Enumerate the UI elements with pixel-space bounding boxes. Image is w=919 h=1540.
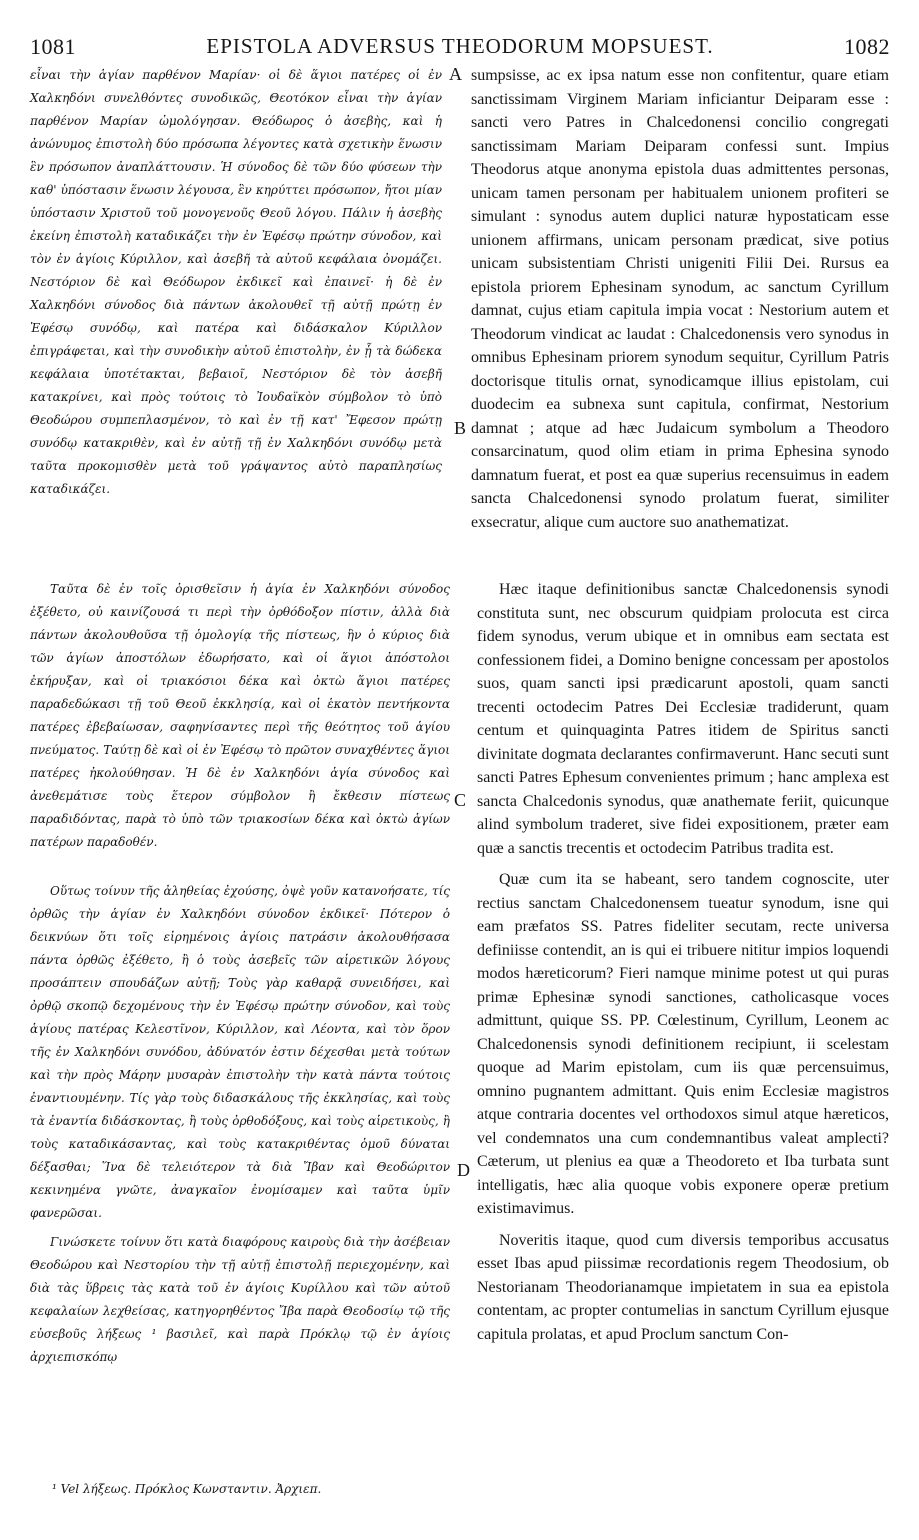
greek-column-block-1 <box>30 64 442 501</box>
margin-marker-b: B <box>454 418 467 438</box>
page-header <box>30 34 890 64</box>
margin-marker-c: C <box>454 790 467 810</box>
greek-column-block-2 <box>30 578 450 854</box>
footnote <box>52 1482 472 1496</box>
page-number-right: 1082 <box>844 34 890 59</box>
latin-paragraph: Noveritis itaque, quod cum diversis temporibus accusatus esset Ibas apud piissimæ recordationis regem Theodosium, ob Nestorianam Theodorianamque impietatem in sua ea epistola contentam, ac propter contumelias in sanctum Cyrillum ejusque capitula prolatas, et apud Proclum sanctum Con- <box>477 1231 889 1343</box>
running-title: EPISTOLA ADVERSUS THEODORUM MOPSUEST. <box>206 34 714 58</box>
greek-paragraph: Γινώσκετε τοίνυν ὅτι κατὰ διαφόρους καιροὺς διὰ τὴν ἀσέβειαν Θεοδώρου καὶ Νεστορίου τὴν τῇ αὐτῇ ἐπιστολῇ περιεχομένην, καὶ διὰ τὰς ὕβρεις τὰς κατὰ τοῦ ἐν ἁγίοις Κυρίλλου καὶ τῶν αὐτοῦ κεφαλαίων λεχθείσας, κατηγορηθέντος Ἴβα παρὰ Θεοδοσίῳ τῷ τῆς εὐσεβοῦς λήξεως ¹ βασιλεῖ, καὶ παρὰ Πρόκλῳ τῷ ἐν ἁγίοις ἀρχιεπισκόπῳ <box>30 1235 450 1364</box>
latin-paragraph: Quæ cum ita se habeant, sero tandem cognoscite, uter rectius sanctam Chalcedonensem tueatur synodum, isne qui eam præfatos SS. Patres fideliter secutam, recte universa definiisse contendit, an is qui ei tribuere nititur impios loquendi modos hæreticorum? Fieri namque minime potest ut qui puras primæ Ephesinæ synodi sanctiones, catholicasque voces admittunt, quique SS. PP. Cœlestinum, Cyrillum, Leonem ac Chalcedonensis synodi definitionem recipiunt, ii scelestam quoque ad Marim epistolam, cum iis quæ percensuimus, omnino pugnantem admittant. Quis enim Ecclesiæ magistros atque contraria docentes vel orthodoxos simul atque hæreticos, vel condemnatos una cum condemnantibus valeat amplecti? Cæterum, ut plenius ea quæ a Theodoreto et Iba turbata sunt intelligatis, hæc alia quoque vobis exponere operæ pretium existimavimus. <box>477 871 889 1217</box>
latin-paragraph: Hæc itaque definitionibus sanctæ Chalcedonensis synodi constituta sunt, nec obscurum quidpiam prolocuta est circa fidem synodus, verum ubique et in omnibus eam sectata est confessionem fidei, a Domino benigne concessam per apostolos suos, quam sancti ipsi prædicarunt apostoli, quam sancti trecenti octodecim Patres Dei Ecclesiæ tradiderunt, quam centum et quinquaginta Patres itidem de Spiritus sancti divinitate dogmata declarantes confirmaverunt. Hanc secuti sunt sancti Patres Ephesum convenientes primum ; hanc amplexa est sancta Chalcedonis synodus, quæ anathemate feriit, quicunque alind symbolum traderet, sive fidei expositionem, præter eam quæ a sanctis trecentis et octodecim Patribus tradita est. <box>477 581 889 857</box>
greek-paragraph: Ταῦτα δὲ ἐν τοῖς ὁρισθεῖσιν ἡ ἁγία ἐν Χαλκηδόνι σύνοδος ἐξέθετο, οὐ καινίζουσά τι περὶ τὴν ὀρθόδοξον πίστιν, ἀλλὰ διὰ πάντων ἀκολουθοῦσα τῇ ὁμολογίᾳ τῆς πίστεως, ἣν ὁ κύριος διὰ τῶν ἁγίων ἀποστόλων ἐδωρήσατο, καὶ οἱ ἅγιοι ἀπόστολοι ἐκήρυξαν, καὶ οἱ τριακόσιοι δέκα καὶ ὀκτὼ ἅγιοι πατέρες παραδεδώκασι τῇ τοῦ Θεοῦ ἐκκλησίᾳ, καὶ οἱ ἑκατὸν πεντήκοντα πατέρες ἐβεβαίωσαν, σαφηνίσαντες περὶ τῆς θεότητος τοῦ ἁγίου πνεύματος. Ταύτῃ δὲ καὶ οἱ ἐν Ἐφέσῳ τὸ πρῶτον συναχθέντες ἅγιοι πατέρες ἠκολούθησαν. Ἡ δὲ ἐν Χαλκηδόνι ἁγία σύνοδος καὶ ἀνεθεμάτισε τοὺς ἕτερον σύμβολον ἢ ἔκθεσιν πίστεως παραδιδόντας, παρὰ τὸ ὑπὸ τῶν τριακοσίων δέκα καὶ ὀκτὼ ἁγίων πατέρων παραδοθέν. <box>30 582 450 849</box>
greek-column-block-3 <box>30 880 450 1369</box>
latin-column-block-1 <box>471 64 889 534</box>
greek-paragraph: Οὕτως τοίνυν τῆς ἀληθείας ἐχούσης, ὀψὲ γοῦν κατανοήσατε, τίς ὀρθῶς τὴν ἁγίαν ἐν Χαλκηδόνι σύνοδον ἐκδικεῖ· Πότερον ὁ δεικνύων ὅτι τοῖς εἰρημένοις ἁγίοις πατράσιν ἀκολουθήσασα πάντα ὀρθῶς ἐξέθετο, ἢ ὁ τοὺς ἀσεβεῖς τῶν αἱρετικῶν λόγους προσάπτειν σπουδάζων αὐτῇ; Τοὺς γὰρ καθαρᾷ συνειδήσει, καὶ ὀρθῷ σκοπῷ δεχομένους τὴν ἐν Ἐφέσῳ πρώτην σύνοδον, καὶ τοὺς ἁγίους πατέρας Κελεστῖνον, Κύριλλον, καὶ Λέοντα, καὶ τὸν ὅρον τῆς ἐν Χαλκηδόνι συνόδου, ἀδύνατόν ἐστιν δέχεσθαι μετὰ τούτων καὶ τὴν πρὸς Μάρην μυσαρὰν ἐπιστολὴν τὴν κατὰ πάντα τούτοις ἐναντιουμένην. Τίς γὰρ τοὺς διδασκάλους τῆς ἐκκλησίας, καὶ τοὺς τὰ ἐναντία διδάσκοντας, ἢ τοὺς ὀρθοδόξους, καὶ τοὺς αἱρετικοὺς, ἢ τοὺς καταδικάσαντας, καὶ τοὺς κατακριθέντας ὁμοῦ δύναται δέξασθαι; Ἵνα δὲ τελειότερον τὰ διὰ Ἴβαν καὶ Θεοδώριτον κεκινημένα γνῶτε, ἀναγκαῖον ἐνομίσαμεν καὶ ταῦτα ὑμῖν φανερῶσαι. <box>30 884 450 1220</box>
margin-marker-d: D <box>457 1160 470 1180</box>
page-number-left: 1081 <box>30 34 76 59</box>
greek-paragraph: εἶναι τὴν ἁγίαν παρθένον Μαρίαν· οἱ δὲ ἅγιοι πατέρες οἱ ἐν Χαλκηδόνι συνελθόντες συνοδικῶς, Θεοτόκον εἶναι τὴν ἁγίαν παρθένον Μαρίαν ὡμολόγησαν. Θεόδωρος ὁ ἀσεβὴς, καὶ ἡ ἀνώνυμος ἐπιστολὴ δύο πρόσωπα λέγοντες κατὰ σχετικὴν ἕνωσιν ἓν πρόσωπον ἀναπλάττουσιν. Ἡ σύνοδος δὲ τῶν δύο φύσεων τὴν καθ' ὑπόστασιν ἕνωσιν λέγουσα, ἓν κηρύττει πρόσωπον, ἤτοι μίαν ὑπόστασιν Χριστοῦ τοῦ μονογενοῦς Θεοῦ λόγου. Πάλιν ἡ ἀσεβὴς ἐκείνη ἐπιστολὴ καταδικάζει τὴν ἐν Ἐφέσῳ πρώτην σύνοδον, καὶ τὸν ἐν ἁγίοις Κύριλλον, καὶ ἀσεβῆ τὰ αὐτοῦ κεφάλαια ὀνομάζει. Νεστόριον δὲ καὶ Θεόδωρον ἐκδικεῖ καὶ ἐπαινεῖ· ἡ δὲ ἐν Χαλκηδόνι σύνοδος διὰ πάντων ἀκολουθεῖ τῇ αὐτῇ πρώτῃ ἐν Ἐφέσῳ συνόδῳ, καὶ πατέρα καὶ διδάσκαλον Κύριλλον ἐπιγράφεται, καὶ τὴν συνοδικὴν αὐτοῦ ἐπιστολὴν, ἐν ᾗ τὰ δώδεκα κεφάλαια ὑποτέτακται, βεβαιοῖ, Νεστόριον δὲ τὸν ἀσεβῆ κατακρίνει, καὶ πρὸς τούτοις τὸ Ἰουδαϊκὸν σύμβολον τὸ ὑπὸ Θεοδώρου συμπεπλασμένον, τὸ καὶ ἐν τῇ κατ' Ἔφεσον πρώτῃ συνόδῳ κατακριθὲν, καὶ ἐν αὐτῇ τῇ ἐν Χαλκηδόνι συνόδῳ μετὰ ταῦτα προκομισθὲν μετὰ τοῦ γράψαντος αὐτὸ παραπλησίως καταδικάζει. <box>30 68 442 496</box>
latin-column-block-2 <box>477 578 889 1346</box>
latin-paragraph: sumpsisse, ac ex ipsa natum esse non confitentur, quare etiam sanctissimam Virginem Mariam inficiantur Deiparam esse : sancti vero Patres in Chalcedonensi concilio congregati sanctissimam Mariam Deiparam confessi sunt. Impius Theodorus atque anonyma epistola duas admittentes personas, unicam tamen personam per habitualem unionem profiteri se simulant : synodus autem duplici naturæ hypostaticam esse unionem affirmans, unicam personam prædicat, sive potius unicam subsistentiam Christi unigeniti Filii Dei. Rursus ea epistola priorem Ephesinam synodum, ac sanctum Cyrillum damnat, cujus etiam capitula impia vocat : Nestorium autem et Theodorum vindicat ac laudat : Chalcedonensis vero synodus in omnibus Ephesinam priorem synodum sequitur, Cyrillum Patris doctorisque titulis ornat, synodicamque illius epistolam, cui duodecim ea subnexa sunt capitula, confirmat, Nestorium damnat ; atque ad hæc Judaicum symbolum a Theodoro consarcinatum, quod olim etiam in prima Ephesina synodo damnatum fuerat, et post ea quæ superius recensuimus in eadem sancta Chalcedonensi synodo prolatum fuerat, similiter exsecratur, alique cum auctore suo anathematizat. <box>471 67 889 531</box>
margin-marker-a: A <box>449 64 462 84</box>
footnote-text: ¹ Vel λήξεως. Πρόκλος Κωνσταντιν. Ἀρχιεπ. <box>52 1482 322 1496</box>
